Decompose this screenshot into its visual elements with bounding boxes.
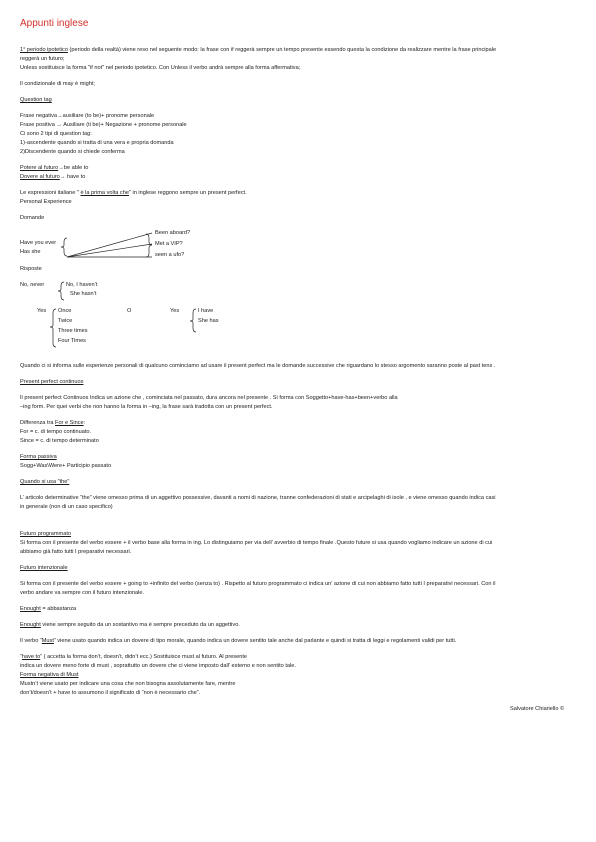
question-tag-line-4: 1)-ascendente quando si tratta di una vera e propria domanda xyxy=(20,140,174,146)
enought-usage xyxy=(20,622,240,629)
expressions-text-a: Le espressioni italiane " xyxy=(20,190,81,196)
four-times: Four Times xyxy=(58,338,86,344)
i-have: I have xyxy=(198,308,214,314)
futuro-intenzionale-line-1: Si forma con il presente del verbo essere + going to +infinito del verbo (senza to) . Rispetto al futuro programmato ci indica un’ azione di cui non abbiamo fatto tutti I preparativi necessari. Con il xyxy=(20,581,496,587)
must-word: Must xyxy=(41,638,54,644)
futuro-programmato-line-2: abbiamo già fatto tutti I preparativi necessari. xyxy=(20,549,132,555)
present-perfect-continuos-line-1: Il present perfect Continuos Indica un azione che , cominciata nel passato, dura ancora nel presente . Si forma con Soggetto+have-has+been+verbo alla xyxy=(20,395,398,401)
enought-word-1: Enought xyxy=(20,606,41,612)
she-has: She has xyxy=(198,318,219,324)
yes-label-1: Yes xyxy=(37,308,47,314)
no-never: No, never xyxy=(20,282,45,288)
question-tag-line-3: Ci sono 2 tipi di question tag: xyxy=(20,131,92,137)
dovere-text: → have to xyxy=(59,174,86,180)
the-line-2: in generale (non di un caso specifico) xyxy=(20,504,113,510)
must-text-b: ” viene usato quando indica un dovere di tipo morale, quando indica un dovere sentito tale anche dal parlante e quindi si tratta di leggi e regolamenti validi per tutti. xyxy=(53,638,457,644)
potere-heading: Potere al futuro xyxy=(20,165,59,171)
expressions-underlined: è la prima volta che xyxy=(80,190,129,196)
present-perfect-continuos-heading: Present perfect continuos xyxy=(20,379,84,385)
unless-line: Unless sostituisce la forma "if not" nel periodo ipotetico. Con Unless il verbo andrà sempre alla forma affermativa; xyxy=(20,65,301,71)
futuro-intenzionale-line-2: verbo andare va sempre con il futuro intenzionale. xyxy=(20,590,145,596)
domande-label: Domande xyxy=(20,215,45,221)
have-you-ever: Have you ever xyxy=(20,240,57,246)
futuro-programmato-heading: Futuro programmato xyxy=(20,531,71,537)
present-perfect-continuos-line-2: –ing form. Per quei verbi che non hanno la forma in –ing, la frase sarà tradotta con un present perfect. xyxy=(20,404,273,410)
enought-text-1: = abbastanza xyxy=(40,606,77,612)
have-to-line-2: indica un dovere meno forte di must , soprattutto un dovere che ci viene imposto dall’ esterno e non sentito tale. xyxy=(20,663,296,669)
question-brace xyxy=(61,238,67,256)
must-line xyxy=(20,638,456,645)
question-tag-heading: Question tag xyxy=(20,97,52,103)
for-definition: For = c. di tempo continuato. xyxy=(20,429,92,435)
met-vip: Met a VIP? xyxy=(155,241,183,247)
page-title: Appunti inglese xyxy=(20,18,89,29)
once: Once xyxy=(58,308,72,314)
futuro-programmato-line-1: Si forma con il presente del verbo essere + il verbo base alla forma in ing. Lo distinguiamo per via dell’ avverbio di tempo finale .Questo future si usa quando vogliamo indicare un azione di cui xyxy=(20,540,493,546)
seen-ufo: seen a ufo? xyxy=(155,252,185,258)
personal-experience: Personal Experience xyxy=(20,199,72,205)
three-times: Three times xyxy=(58,328,88,334)
once-brace xyxy=(50,309,56,347)
arrow-line-top xyxy=(67,233,152,257)
enought-definition xyxy=(20,606,76,613)
have-to-quote: “ xyxy=(20,654,22,660)
for-since-heading: For e Since xyxy=(55,420,84,426)
question-tag-line-2: Frase positiva → Ausiliare (ti be)+ Negazione + pronome personale xyxy=(20,122,187,128)
conditional-may: Il condizionale di may è might; xyxy=(20,81,95,87)
have-to-text: ” ( accetta la forma don’t, doesn’t, didn’t ecc.) Sostituisce must al futuro. Al presente xyxy=(40,654,247,660)
futuro-intenzionale-heading: Futuro intenzionale xyxy=(20,565,68,571)
expressions-text-b: " in inglese reggono sempre un present perfect. xyxy=(128,190,247,196)
dont-have-to-line: don’t/doesn’t + have to assumono il significato di “non è necessario che”. xyxy=(20,690,201,696)
arrow-line-mid xyxy=(67,244,152,257)
hypothetical-heading: 1° periodo ipotetico xyxy=(20,47,68,53)
dovere-heading: Dovere al futuro xyxy=(20,174,60,180)
question-tag-line-5: 2)Discendente quando si chiede conferma xyxy=(20,149,125,155)
twice: Twice xyxy=(58,318,73,324)
since-definition: Since = c. di tempo determinato xyxy=(20,438,99,444)
potere-text: →be able to xyxy=(58,165,89,171)
been-aboard: Been aboard? xyxy=(155,230,191,236)
passive-line: Sogg+Was\Were+ Participio passato xyxy=(20,463,112,469)
question-tag-line-1: Frase negativa→ausiliare (to be)+ pronome personale xyxy=(20,113,155,119)
no-i-havent: No, I haven’t xyxy=(66,282,98,288)
quando-paragraph: Quando ci si informa sulle esperienze personali di qualcuno cominciamo ad usare il present perfect ma le domande successive che riguardano lo stesso argomento saranno poste al past tens . xyxy=(20,363,496,369)
or-label: O xyxy=(127,308,132,314)
passive-heading: Forma passiva xyxy=(20,454,57,460)
have-to-line xyxy=(20,654,247,661)
she-hasnt: She hasn’t xyxy=(70,291,97,297)
the-heading: Quando si usa "the" xyxy=(20,479,70,485)
hypothetical-text-1: (periodo della realtà) viene reso nel seguente modo: la frase con if reggerà sempre un tempo presente essendo questa la condizione da realizzare mentre la frase principale xyxy=(67,47,497,53)
dovere-line xyxy=(20,174,85,181)
risposte-label: Risposte xyxy=(20,266,42,272)
enought-word-2: Enought xyxy=(20,622,41,628)
enought-text-2: viene sempre seguito da un sostantivo ma è sempre preceduto da un aggettivo. xyxy=(40,622,240,628)
expressions-line xyxy=(20,190,247,197)
potere-line xyxy=(20,165,88,172)
author-signature: Salvatore Chiariello © xyxy=(510,706,565,712)
answers-brace-right xyxy=(146,234,152,257)
has-she: Has she xyxy=(20,249,41,255)
for-since-line xyxy=(20,420,85,427)
hypothetical-line-1 xyxy=(20,47,496,54)
no-brace xyxy=(58,282,64,300)
have-to-word: have to xyxy=(21,654,41,660)
i-have-brace xyxy=(190,309,196,332)
must-text-a: Il verbo “ xyxy=(20,638,42,644)
the-line-1: L’ articolo determinative “the” viene omesso prima di un aggettivo possessive, davanti a nomi di nazione, tranne confederazioni di stati e arcipelaghi di isole , e viene omesso quando indica casi xyxy=(20,495,496,501)
for-since-colon: : xyxy=(83,420,86,426)
negative-must-heading: Forma negativa di Must xyxy=(20,672,79,678)
hypothetical-line-2: reggerà un futuro; xyxy=(20,56,65,62)
for-since-text: Differenza tra xyxy=(20,420,56,426)
yes-label-2: Yes xyxy=(170,308,180,314)
mustnt-line: Mustn’t viene usato per indicare una cosa che non bisogna assolutamente fare, mentre xyxy=(20,681,236,687)
